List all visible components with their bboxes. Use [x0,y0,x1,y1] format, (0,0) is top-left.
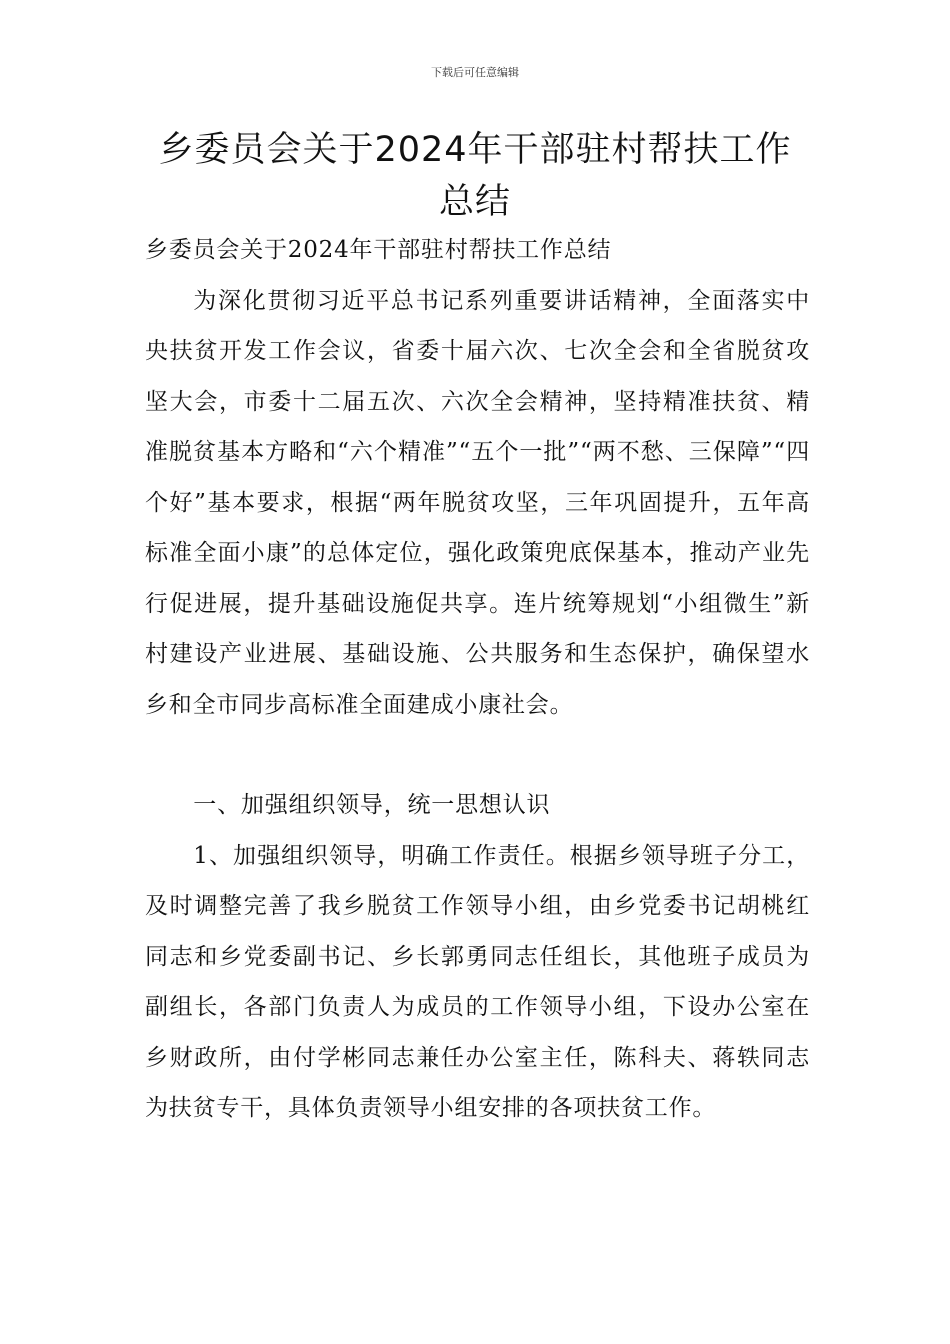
document-title: 乡委员会关于2024年干部驻村帮扶工作总结 [158,130,792,222]
paragraph-gap [145,730,810,780]
header-note: 下载后可任意编辑 [431,66,519,79]
section-heading: 一、加强组织领导，统一思想认识 [193,792,551,818]
section-paragraph: 1、加强组织领导，明确工作责任。根据乡领导班子分工，及时调整完善了我乡脱贫工作领导小组，由乡党委书记胡桃红同志和乡党委副书记、乡长郭勇同志任组长，其他班子成员为副组长，各部门负责人为成员的工作领导小组，下设办公室在乡财政所，由付学彬同志兼任办公室主任，陈科夫、蒋轶同志为扶贫专干，具体负责领导小组安排的各项扶贫工作。 [145,842,810,1121]
document-body [145,225,810,1134]
intro-paragraph: 为深化贯彻习近平总书记系列重要讲话精神，全面落实中央扶贫开发工作会议，省委十届六次、七次全会和全省脱贫攻坚大会，市委十二届五次、六次全会精神，坚持精准扶贫、精准脱贫基本方略和“六个精准”“五个一批”“两不愁、三保障”“四个好”基本要求，根据“两年脱贫攻坚，三年巩固提升，五年高标准全面小康”的总体定位，强化政策兜底保基本，推动产业先行促进展，提升基础设施促共享。连片统筹规划“小组微生”新村建设产业进展、基础设施、公共服务和生态保护，确保望水乡和全市同步高标准全面建成小康社会。 [145,287,810,718]
subtitle-line: 乡委员会关于2024年干部驻村帮扶工作总结 [145,237,612,263]
